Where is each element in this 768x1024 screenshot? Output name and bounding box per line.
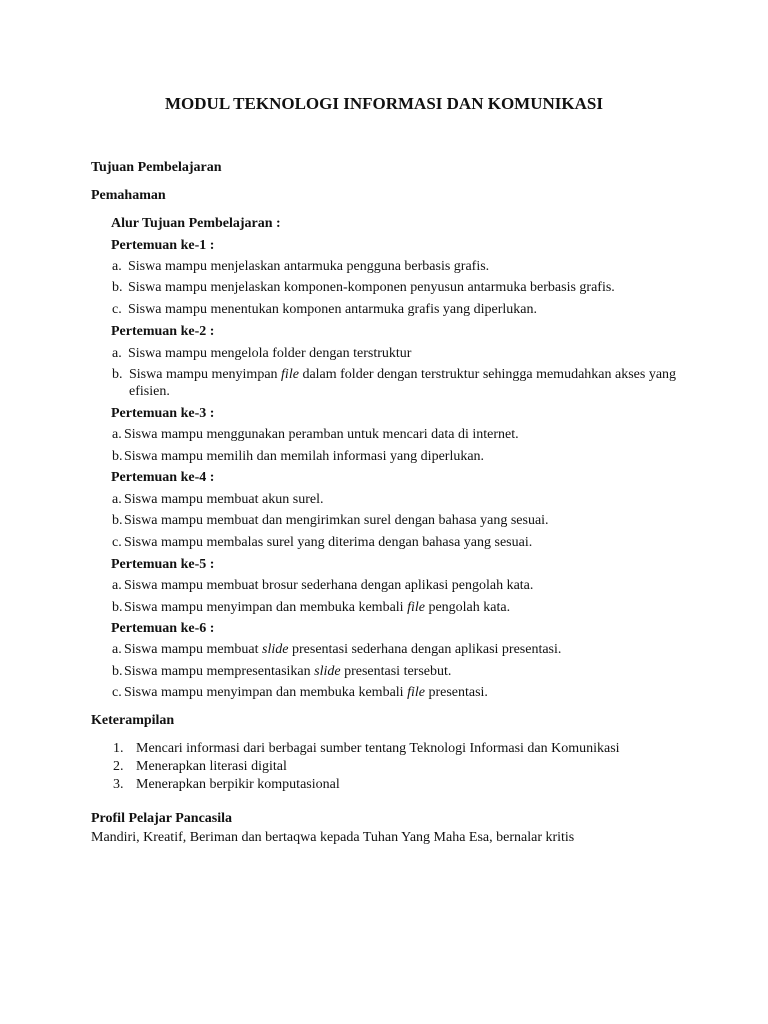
list-item: Siswa mampu menggunakan peramban untuk mencari data di internet.: [124, 427, 519, 442]
numbered-item: Menerapkan berpikir komputasional: [136, 777, 340, 792]
numbered-marker: 3.: [113, 777, 124, 792]
list-item: Siswa mampu menjelaskan komponen-komponen penyusun antarmuka berbasis grafis.: [128, 280, 615, 295]
section-heading-tujuan: Tujuan Pembelajaran: [91, 160, 222, 175]
profil-text: Mandiri, Kreatif, Beriman dan bertaqwa kepada Tuhan Yang Maha Esa, bernalar kritis: [91, 830, 575, 845]
list-item: Siswa mampu membuat akun surel.: [124, 492, 324, 507]
list-item: Siswa mampu menyimpan dan membuka kembali file presentasi.: [124, 685, 488, 700]
meeting-heading-3: Pertemuan ke-3 :: [111, 406, 215, 421]
numbered-item: Menerapkan literasi digital: [136, 759, 287, 774]
list-marker: a.: [112, 642, 122, 657]
list-marker: b.: [112, 513, 123, 528]
numbered-marker: 2.: [113, 759, 124, 774]
numbered-item: Mencari informasi dari berbagai sumber tentang Teknologi Informasi dan Komunikasi: [136, 741, 620, 756]
meeting-heading-4: Pertemuan ke-4 :: [111, 470, 215, 485]
list-item: Siswa mampu membuat dan mengirimkan surel dengan bahasa yang sesuai.: [124, 513, 549, 528]
list-item: Siswa mampu menyimpan file dalam folder dengan terstruktur sehingga memudahkan akses yang efisien.: [129, 367, 677, 399]
list-marker: b.: [112, 280, 123, 295]
list-marker: a.: [112, 578, 122, 593]
list-item: Siswa mampu menyimpan dan membuka kembali file pengolah kata.: [124, 600, 511, 615]
section-heading-keterampilan: Keterampilan: [91, 713, 175, 728]
meeting-heading-6: Pertemuan ke-6 :: [111, 621, 215, 636]
list-item: Siswa mampu mempresentasikan slide presentasi tersebut.: [124, 664, 452, 679]
list-item: Siswa mampu menjelaskan antarmuka pengguna berbasis grafis.: [128, 259, 490, 274]
list-marker: b.: [112, 600, 123, 615]
page-title: MODUL TEKNOLOGI INFORMASI DAN KOMUNIKASI: [165, 94, 603, 113]
list-marker: a.: [112, 259, 122, 274]
list-marker: b.: [112, 449, 123, 464]
list-item: Siswa mampu memilih dan memilah informasi yang diperlukan.: [124, 449, 485, 464]
list-item: Siswa mampu membuat brosur sederhana dengan aplikasi pengolah kata.: [124, 578, 534, 593]
meeting-heading-5: Pertemuan ke-5 :: [111, 557, 215, 572]
list-marker: a.: [112, 427, 122, 442]
meeting-heading-1: Pertemuan ke-1 :: [111, 238, 215, 253]
list-marker: c.: [112, 685, 122, 700]
list-marker: a.: [112, 346, 122, 361]
list-marker: a.: [112, 492, 122, 507]
list-item: Siswa mampu membuat slide presentasi sederhana dengan aplikasi presentasi.: [124, 642, 562, 657]
list-item: Siswa mampu membalas surel yang diterima dengan bahasa yang sesuai.: [124, 535, 533, 550]
section-heading-profil: Profil Pelajar Pancasila: [91, 811, 233, 826]
section-heading-pemahaman: Pemahaman: [91, 188, 166, 203]
list-marker: b.: [112, 367, 123, 382]
meeting-heading-2: Pertemuan ke-2 :: [111, 324, 215, 339]
list-marker: c.: [112, 535, 122, 550]
list-marker: b.: [112, 664, 123, 679]
numbered-marker: 1.: [113, 741, 124, 756]
alur-heading: Alur Tujuan Pembelajaran :: [111, 216, 281, 231]
list-item: Siswa mampu menentukan komponen antarmuka grafis yang diperlukan.: [128, 302, 538, 317]
list-item: Siswa mampu mengelola folder dengan terstruktur: [128, 346, 412, 361]
list-marker: c.: [112, 302, 122, 317]
